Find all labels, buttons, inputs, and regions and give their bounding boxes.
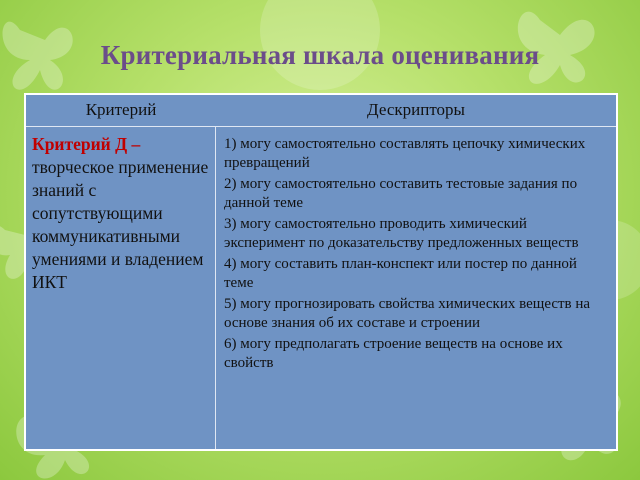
descriptor-item: 6) могу предполагать строение веществ на основе их свойств	[224, 336, 563, 371]
header-criterion: Критерий	[85, 100, 157, 119]
descriptor-item: 5) могу прогнозировать свойства химических веществ на основе знания об их составе и строении	[224, 296, 591, 331]
criterion-cell	[32, 133, 218, 294]
criterion-name: Критерий Д –	[32, 134, 141, 154]
header-descriptors: Дескрипторы	[367, 100, 465, 119]
descriptor-item: 3) могу самостоятельно проводить химический эксперимент по доказательству предложенных веществ	[224, 216, 579, 251]
descriptor-item: 4) могу составить план-конспект или постер по данной теме	[224, 256, 577, 291]
descriptor-item: 2) могу самостоятельно составить тестовые задания по данной теме	[224, 176, 578, 211]
criteria-table	[24, 93, 618, 451]
descriptors-cell	[224, 135, 608, 375]
descriptor-item: 1) могу самостоятельно составлять цепочку химических превращений	[224, 136, 586, 171]
header-divider	[26, 126, 616, 127]
criterion-description: творческое применение знаний с сопутствующими коммуникативными умениями и владением ИКТ	[32, 157, 209, 292]
slide-title: Критериальная шкала оценивания	[100, 40, 540, 70]
